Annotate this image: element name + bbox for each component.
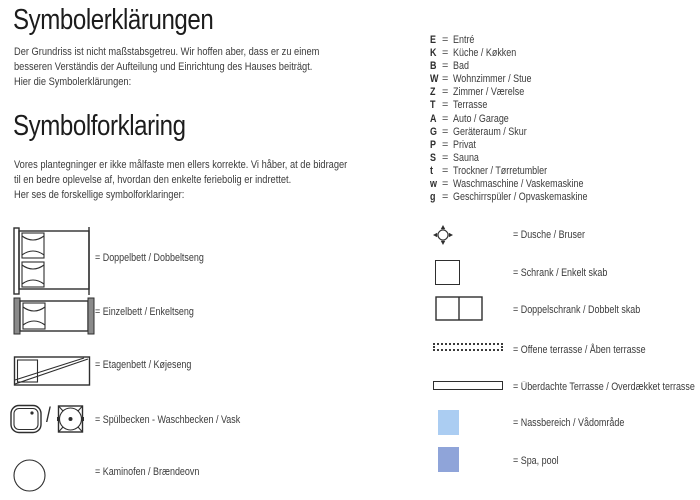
spa-pool-label: = Spa, pool	[513, 455, 559, 467]
danish-line-1: Vores plantegninger er ikke målfaste men ellers korrekte. Vi håber, at de bidrager	[14, 159, 348, 171]
wood-stove-label: = Kaminofen / Brændeovn	[95, 466, 200, 478]
letter-code-legend	[430, 34, 615, 204]
single-closet-icon	[435, 260, 460, 285]
danish-section-title	[13, 112, 221, 141]
double-bed-label: = Doppelbett / Dobbeltseng	[95, 252, 204, 264]
open-terrace-label: = Offene terrasse / Åben terrasse	[513, 344, 646, 356]
letter-code-row: B = Bad	[430, 60, 469, 73]
single-bed-label: = Einzelbett / Enkeltseng	[95, 306, 194, 318]
sink-washbasin-label: = Spülbecken - Waschbecken / Vask	[95, 414, 241, 426]
letter-code-row: w = Waschmaschine / Vaskemaskine	[430, 178, 584, 191]
letter-code-row: W = Wohnzimmer / Stue	[430, 73, 532, 86]
sink-icon	[10, 404, 42, 434]
german-line-3: Hier die Symbolerklärungen:	[14, 76, 132, 88]
bunk-bed-label: = Etagenbett / Køjeseng	[95, 359, 192, 371]
covered-terrace-label: = Überdachte Terrasse / Overdækket terrasse	[513, 381, 695, 393]
letter-code-row: g = Geschirrspüler / Opvaskemaskine	[430, 191, 588, 204]
spa-pool-icon	[438, 447, 459, 472]
wood-stove-icon	[12, 458, 47, 493]
open-terrace-icon	[433, 343, 503, 351]
danish-line-2: til en bedre oplevelse af, hvordan den enkelte feriebolig er indrettet.	[14, 174, 292, 186]
double-closet-icon	[435, 296, 483, 321]
single-closet-label: = Schrank / Enkelt skab	[513, 267, 608, 279]
letter-code-row: K = Küche / Køkken	[430, 47, 517, 60]
wet-area-icon	[438, 410, 459, 435]
german-line-1: Der Grundriss ist nicht maßstabsgetreu. Wir hoffen aber, dass er zu einem	[14, 46, 320, 58]
danish-line-3: Her ses de forskellige symbolforklaringer:	[14, 189, 185, 201]
shower-label: = Dusche / Bruser	[513, 229, 585, 241]
danish-intro-paragraph	[14, 158, 416, 203]
double-closet-label: = Doppelschrank / Dobbelt skab	[513, 304, 641, 316]
letter-code-row: S = Sauna	[430, 151, 479, 164]
shower-icon	[432, 224, 454, 246]
letter-code-row: G = Geräteraum / Skur	[430, 125, 527, 138]
letter-code-row: P = Privat	[430, 138, 476, 151]
german-line-2: besseren Verständis der Aufteilung und Einrichtung des Hauses beiträgt.	[14, 61, 313, 73]
german-title-text: Symbolerklärungen	[13, 4, 214, 36]
letter-code-row: E = Entré	[430, 34, 475, 46]
sink-separator: /	[46, 404, 51, 427]
german-intro-paragraph	[14, 45, 382, 90]
letter-code-row: A = Auto / Garage	[430, 112, 509, 125]
letter-code-row: Z = Zimmer / Værelse	[430, 86, 525, 99]
danish-title-text: Symbolforklaring	[13, 110, 186, 142]
bunk-bed-icon	[13, 355, 91, 387]
single-bed-icon	[12, 297, 96, 335]
wet-area-label: = Nassbereich / Vådområde	[513, 417, 625, 429]
german-section-title	[13, 6, 254, 35]
covered-terrace-icon	[433, 381, 503, 390]
letter-code-row: t = Trockner / Tørretumbler	[430, 164, 548, 177]
letter-code-row: T = Terrasse	[430, 99, 488, 112]
washbasin-icon	[57, 404, 84, 434]
double-bed-icon	[12, 226, 94, 296]
